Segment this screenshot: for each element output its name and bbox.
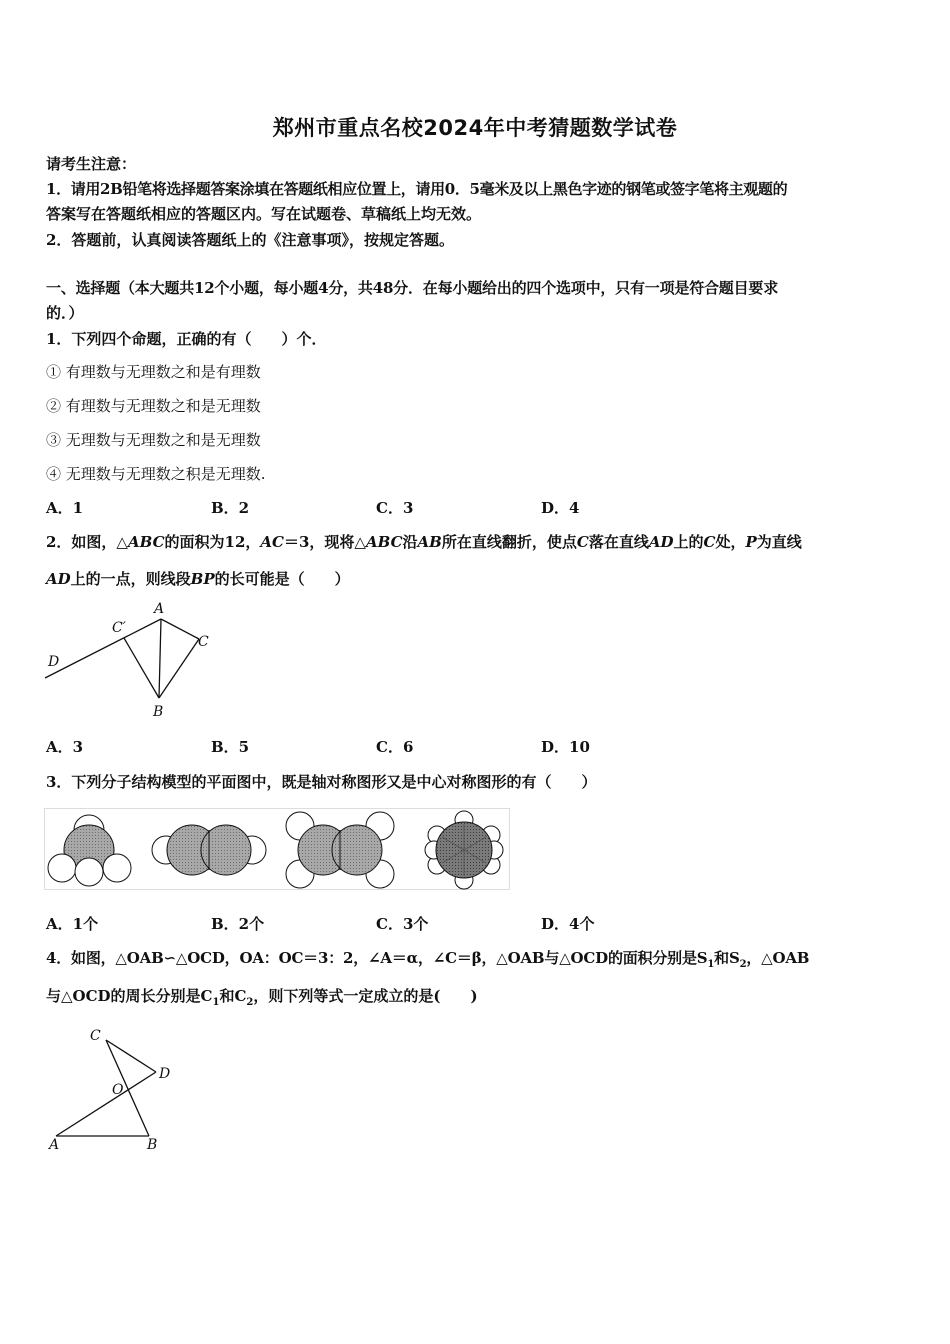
section1-heading-line2: 的．） bbox=[46, 304, 84, 322]
label-d: D bbox=[48, 654, 60, 670]
q2-option-d: D．10 bbox=[541, 738, 590, 756]
notice-heading: 请考生注意： bbox=[46, 155, 137, 173]
q1-statement-3: ③ 无理数与无理数之和是无理数 bbox=[46, 431, 261, 449]
q1-statement-2: ② 有理数与无理数之和是无理数 bbox=[46, 397, 261, 415]
q4-figure bbox=[44, 1024, 184, 1154]
q1-stem: 1．下列四个命题，正确的有（ ）个． bbox=[46, 330, 327, 348]
q3-option-a: A．1个 bbox=[46, 915, 99, 933]
label-a: A bbox=[154, 601, 165, 617]
q2-option-c: C．6 bbox=[376, 738, 414, 756]
q4-stem-line1: 4．如图，△OAB∽△OCD，OA：OC＝3：2，∠A＝α，∠C＝β，△OAB与△OCD的面积分别是$S_1$和$S_2$，△OAB bbox=[46, 949, 810, 970]
q3-option-c: C．3个 bbox=[376, 915, 429, 933]
label-c: C bbox=[90, 1028, 101, 1044]
notice-item1-line2: 答案写在答题纸相应的答题区内。写在试题卷、草稿纸上均无效。 bbox=[46, 205, 482, 223]
q3-figure bbox=[44, 808, 510, 890]
notice-item1-line1: 1．请用2B铅笔将选择题答案涂填在答题纸相应位置上，请用0．5毫米及以上黑色字迹的钢笔或签字笔将主观题的 bbox=[46, 180, 788, 198]
q2-stem-line2: AD上的一点，则线段BP的长可能是（ ） bbox=[46, 570, 350, 588]
q2-option-b: B．5 bbox=[211, 738, 250, 756]
q2-figure bbox=[40, 598, 230, 722]
q1-option-d: D．4 bbox=[541, 499, 580, 517]
q3-option-b: B．2个 bbox=[211, 915, 265, 933]
q1-option-b: B．2 bbox=[211, 499, 250, 517]
label-c: C bbox=[198, 634, 209, 650]
section1-heading-line1: 一、选择题（本大题共12个小题，每小题4分，共48分．在每小题给出的四个选项中，只有一项是符合题目要求 bbox=[46, 279, 778, 297]
q3-stem: 3．下列分子结构模型的平面图中，既是轴对称图形又是中心对称图形的有（ ） bbox=[46, 773, 597, 791]
q3-option-d: D．4个 bbox=[541, 915, 595, 933]
label-o: O bbox=[112, 1082, 124, 1098]
page-title: 郑州市重点名校2024年中考猜题数学试卷 bbox=[272, 116, 678, 140]
line-ad bbox=[45, 619, 161, 678]
label-b: B bbox=[153, 704, 164, 720]
q2-stem-line1: 2．如图，△ABC的面积为12，AC＝3，现将△ABC沿AB所在直线翻折，使点C落在直线AD上的C处，P为直线 bbox=[46, 533, 802, 551]
q1-statement-1: ① 有理数与无理数之和是有理数 bbox=[46, 363, 261, 381]
notice-item2: 2．答题前，认真阅读答题纸上的《注意事项》，按规定答题。 bbox=[46, 231, 454, 249]
label-c-prime: C′ bbox=[112, 620, 126, 636]
q1-option-c: C．3 bbox=[376, 499, 414, 517]
q1-option-a: A．1 bbox=[46, 499, 84, 517]
q2-option-a: A．3 bbox=[46, 738, 84, 756]
label-d: D bbox=[159, 1066, 171, 1082]
molecule-model-2 bbox=[152, 825, 266, 875]
molecule-model-1 bbox=[48, 815, 131, 886]
molecule-model-3 bbox=[286, 812, 394, 888]
molecule-model-4 bbox=[425, 811, 503, 889]
label-a: A bbox=[49, 1137, 60, 1153]
q4-stem-line2: 与△OCD的周长分别是$C_1$和$C_2$，则下列等式一定成立的是( ) bbox=[46, 987, 478, 1008]
q1-statement-4: ④ 无理数与无理数之积是无理数. bbox=[46, 465, 266, 483]
label-b: B bbox=[147, 1137, 158, 1153]
